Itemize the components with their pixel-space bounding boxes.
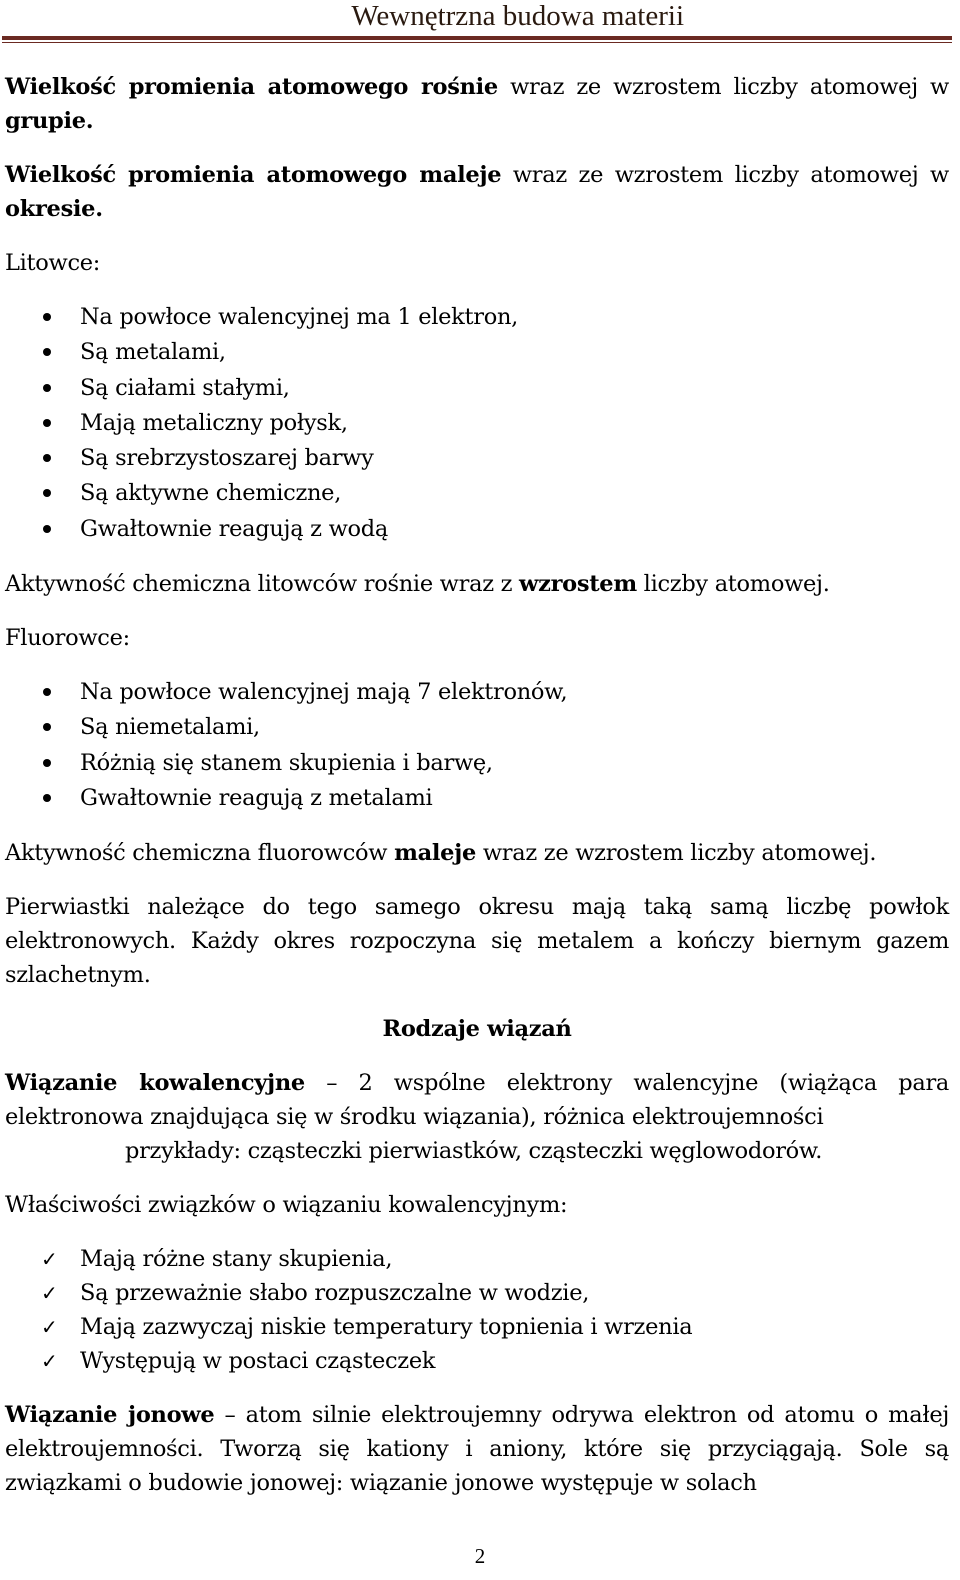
bullet-icon	[43, 525, 51, 533]
list-item	[5, 1242, 949, 1276]
bullet-icon	[43, 454, 51, 462]
list-item	[5, 406, 949, 441]
list-item-text: Na powłoce walencyjnej mają 7 elektronów,	[80, 679, 568, 706]
bold-text: Wiązanie jonowe	[5, 1402, 215, 1429]
paragraph-radius-period	[5, 158, 949, 226]
list-item-text: Gwałtownie reagują z wodą	[80, 515, 388, 542]
bullet-icon	[43, 348, 51, 356]
covalent-examples: przykłady: cząsteczki pierwiastków, cząsteczki węglowodorów.	[125, 1138, 823, 1165]
text: wraz ze wzrostem liczby atomowej.	[475, 840, 877, 867]
list-item	[5, 300, 949, 335]
list-item	[5, 371, 949, 406]
list-item	[5, 441, 949, 476]
list-item	[5, 1310, 949, 1344]
bold-text: maleje	[394, 840, 476, 867]
bold-text: Wielkość promienia atomowego maleje	[5, 162, 502, 188]
list-item-text: Występują w postaci cząsteczek	[80, 1348, 436, 1375]
ionic-paragraph	[5, 1398, 949, 1500]
list-item	[5, 781, 949, 816]
page-number: 2	[474, 1544, 486, 1568]
list-item-text: Mają zazwyczaj niskie temperatury topnienia i wrzenia	[80, 1314, 693, 1341]
fluorowce-summary	[5, 836, 949, 870]
text: wraz ze wzrostem liczby atomowej w	[497, 74, 949, 100]
bullet-icon	[43, 688, 51, 696]
bullet-icon	[43, 794, 51, 802]
list-item	[5, 710, 949, 745]
bullet-icon	[43, 313, 51, 321]
list-item-text: Są przeważnie słabo rozpuszczalne w wodzie,	[80, 1280, 590, 1307]
page-header	[0, 0, 960, 42]
properties-heading: Właściwości związków o wiązaniu kowalencyjnym:	[5, 1192, 568, 1219]
bold-text: wzrostem	[519, 571, 637, 598]
litowce-heading: Litowce:	[5, 250, 101, 276]
list-item	[5, 512, 949, 547]
header-title: Wewnętrzna budowa materii	[351, 0, 684, 32]
list-item	[5, 476, 949, 511]
list-item-text: Mają metaliczny połysk,	[80, 409, 348, 436]
litowce-summary	[5, 567, 949, 601]
litowce-list	[5, 300, 949, 547]
checkmark-icon: ✓	[41, 1315, 58, 1340]
bold-text: Wielkość promienia atomowego rośnie	[5, 74, 498, 100]
text: liczby atomowej.	[636, 571, 830, 598]
covalent-paragraph	[5, 1066, 949, 1134]
text: Aktywność chemiczna litowców rośnie wraz z	[5, 571, 520, 598]
bullet-icon	[43, 384, 51, 392]
list-item-text: Są niemetalami,	[80, 714, 260, 741]
text: wraz ze wzrostem liczby atomowej w	[501, 162, 949, 188]
text: Aktywność chemiczna fluorowców	[5, 840, 395, 867]
section-title-text: Rodzaje wiązań	[382, 1016, 572, 1043]
list-item-text: Są ciałami stałymi,	[80, 374, 290, 401]
list-item	[5, 746, 949, 781]
bullet-icon	[43, 489, 51, 497]
checkmark-icon: ✓	[41, 1281, 58, 1306]
text: – 2 wspólne elektrony walencyjne (wiążąca para elektronowa znajdująca się w środku wiązania), różnica elektroujemności	[5, 1070, 950, 1131]
checkmark-icon: ✓	[41, 1247, 58, 1272]
list-item-text: Różnią się stanem skupienia i barwę,	[80, 749, 493, 776]
list-item	[5, 675, 949, 710]
list-item-text: Są aktywne chemiczne,	[80, 480, 342, 507]
fluorowce-heading: Fluorowce:	[5, 625, 130, 652]
header-rule-thick	[2, 36, 952, 40]
list-item-text: Gwałtownie reagują z metalami	[80, 784, 433, 811]
list-item-text: Są srebrzystoszarej barwy	[80, 445, 374, 472]
bold-text: grupie.	[5, 108, 94, 134]
list-item	[5, 335, 949, 370]
bullet-icon	[43, 419, 51, 427]
okresy-paragraph: Pierwiastki należące do tego samego okresu mają taką samą liczbę powłok elektronowych. Każdy okres rozpoczyna się metalem a kończy biernym gazem szlachetnym.	[5, 894, 949, 989]
header-rule-thin	[2, 42, 952, 43]
list-item-text: Na powłoce walencyjnej ma 1 elektron,	[80, 304, 518, 330]
bold-text: okresie.	[5, 196, 103, 222]
bold-text: Wiązanie kowalencyjne	[5, 1070, 305, 1097]
list-item	[5, 1276, 949, 1310]
section-title	[5, 1012, 949, 1046]
list-item-text: Są metalami,	[80, 339, 226, 366]
checkmark-icon: ✓	[41, 1349, 58, 1374]
properties-list	[5, 1242, 949, 1378]
paragraph-radius-group	[5, 70, 949, 138]
document-body	[5, 70, 949, 1520]
fluorowce-list	[5, 675, 949, 816]
list-item-text: Mają różne stany skupienia,	[80, 1246, 393, 1273]
bullet-icon	[43, 723, 51, 731]
bullet-icon	[43, 759, 51, 767]
list-item	[5, 1344, 949, 1378]
text: – atom silnie elektroujemny odrywa elektron od atomu o małej elektroujemności. Tworzą się kationy i aniony, które się przyciągają. Sole są związkami o budowie jonowej: wiązanie jonowe występuje w solach	[5, 1402, 950, 1497]
